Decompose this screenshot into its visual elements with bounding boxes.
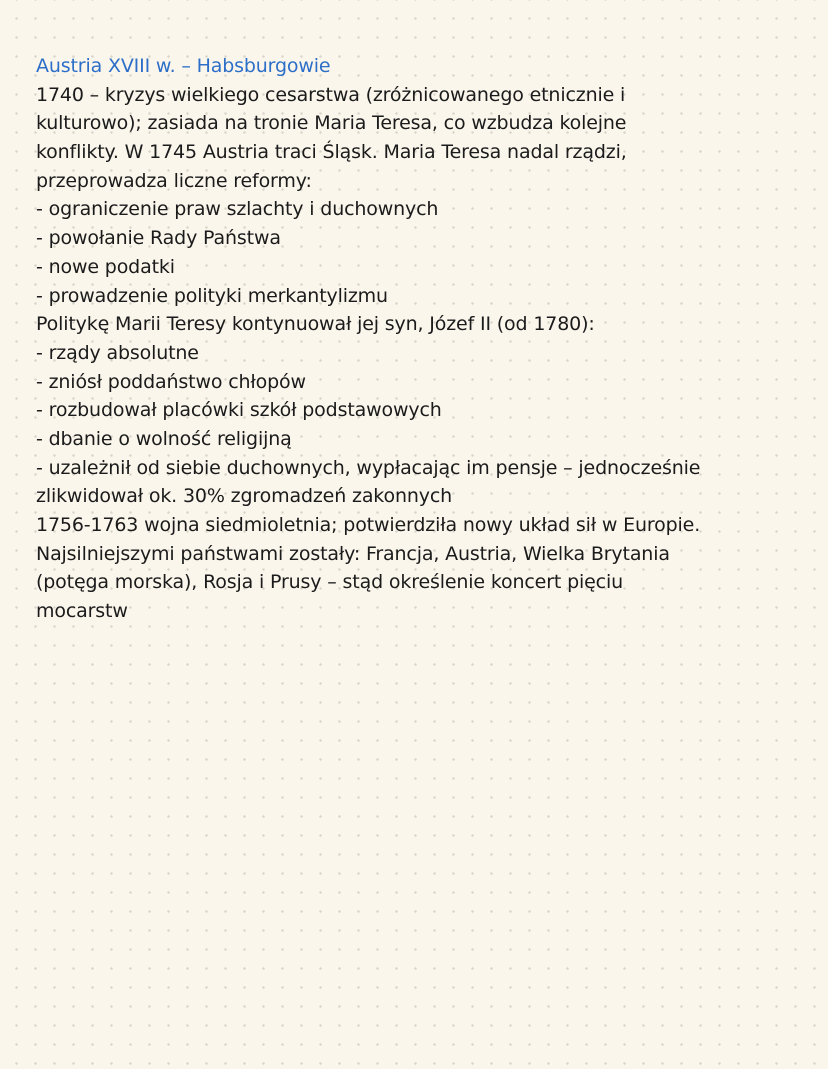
list-item: - rządy absolutne xyxy=(36,341,199,364)
note-line: mocarstw xyxy=(36,600,128,623)
note-line: (potęga morska), Rosja i Prusy – stąd określenie koncert pięciu xyxy=(36,571,623,594)
list-item: - ograniczenie praw szlachty i duchownych xyxy=(36,198,439,221)
note-title: Austria XVIII w. – Habsburgowie xyxy=(36,55,331,77)
note-line: Najsilniejszymi państwami zostały: Francja, Austria, Wielka Brytania xyxy=(36,542,670,565)
note-line: przeprowadza liczne reformy: xyxy=(36,169,312,192)
note-line: kulturowo); zasiada na tronie Maria Teresa, co wzbudza kolejne xyxy=(36,112,627,135)
list-item: - prowadzenie polityki merkantylizmu xyxy=(36,284,388,307)
note-line: 1756-1763 wojna siedmioletnia; potwierdziła nowy układ sił w Europie. xyxy=(36,514,701,536)
list-item: - zniósł poddaństwo chłopów xyxy=(36,370,306,393)
handwritten-note xyxy=(36,52,806,626)
list-item: - rozbudował placówki szkół podstawowych xyxy=(36,399,442,422)
list-item: - uzależnił od siebie duchownych, wypłacając im pensje – jednocześnie xyxy=(36,456,701,479)
note-line: konflikty. W 1745 Austria traci Śląsk. Maria Teresa nadal rządzi, xyxy=(36,141,627,164)
note-line: 1740 – kryzys wielkiego cesarstwa (zróżnicowanego etnicznie i xyxy=(36,83,626,106)
note-line: Politykę Marii Teresy kontynuował jej syn, Józef II (od 1780): xyxy=(36,313,595,336)
note-line: zlikwidował ok. 30% zgromadzeń zakonnych xyxy=(36,485,453,508)
list-item: - dbanie o wolność religijną xyxy=(36,427,292,450)
list-item: - nowe podatki xyxy=(36,255,175,278)
list-item: - powołanie Rady Państwa xyxy=(36,227,281,250)
